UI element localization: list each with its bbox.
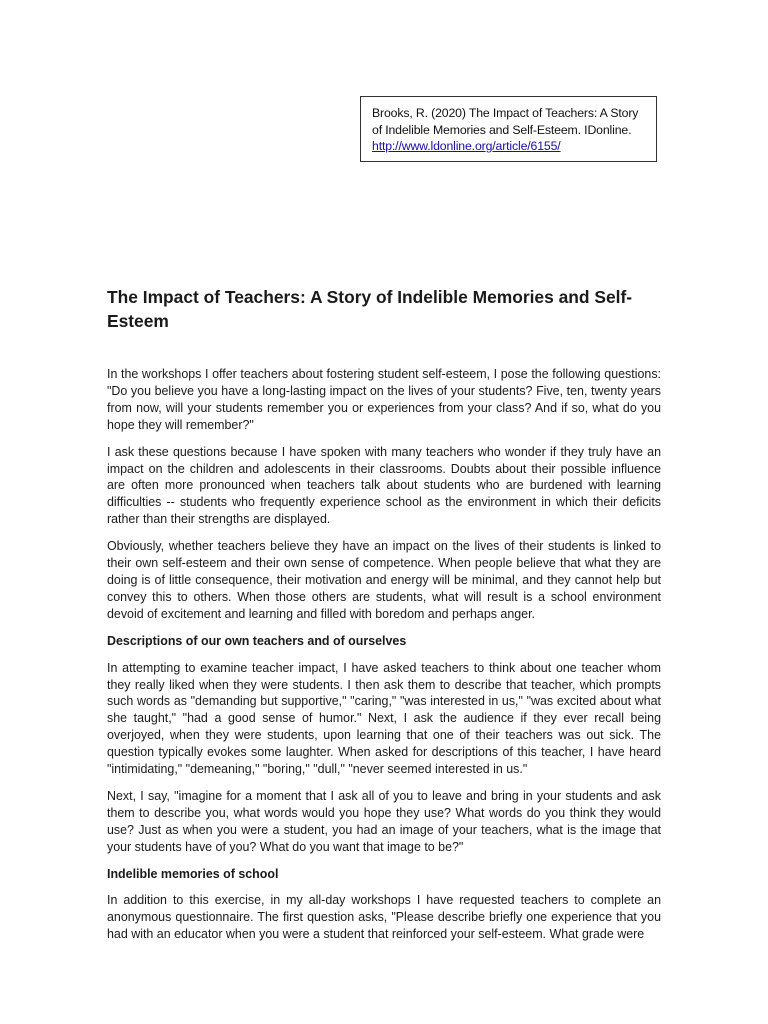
citation-box xyxy=(360,96,657,162)
paragraph: I ask these questions because I have spoken with many teachers who wonder if they truly have an impact on the children and adolescents in their classrooms. Doubts about their possible influence are often more pronounced when teachers talk about students who are burdened with learning difficulties -- students who frequently experience school as the environment in which their deficits rather than their strengths are displayed. xyxy=(107,444,661,527)
paragraph: In addition to this exercise, in my all-day workshops I have requested teachers to complete an anonymous questionnaire. The first question asks, "Please describe briefly one experience that you had with an educator when you were a student that reinforced your self-esteem. What grade were xyxy=(107,893,661,942)
paragraph: In attempting to examine teacher impact, I have asked teachers to think about one teacher whom they really liked when they were students. I then ask them to describe that teacher, which prompts such words as "demanding but supportive," "caring," "was interested in us," "was excited about what she taught," "had a good sense of humor." Next, I ask the audience if they ever recall being overjoyed, when they were students, upon learning that one of their teachers was out sick. The question typically evokes some laughter. When asked for descriptions of this teacher, I have heard "intimidating," "demeaning," "boring," "dull," "never seemed interested in us." xyxy=(107,660,661,777)
article-title: The Impact of Teachers: A Story of Indelible Memories and Self-Esteem xyxy=(107,287,633,331)
paragraph: In the workshops I offer teachers about fostering student self-esteem, I pose the following questions: "Do you believe you have a long-lasting impact on the lives of your students? Five, ten, twenty years from now, will your students remember you or experiences from your class? And if so, what do you hope they will remember?" xyxy=(107,367,661,432)
section-heading: Descriptions of our own teachers and of ourselves xyxy=(107,633,407,648)
article-body xyxy=(107,366,661,953)
paragraph: Obviously, whether teachers believe they have an impact on the lives of their students is linked to their own self-esteem and their own sense of competence. When people believe that what they are doing is of little consequence, their motivation and energy will be minimal, and they cannot help but convey this to others. When those others are students, what will result is a school environment devoid of excitement and learning and filled with boredom and perhaps anger. xyxy=(107,539,661,621)
section-heading: Indelible memories of school xyxy=(107,866,279,881)
citation-line-2: of Indelible Memories and Self-Esteem. IDonline. xyxy=(372,122,632,137)
citation-link[interactable]: http://www.ldonline.org/article/6155/ xyxy=(372,139,561,153)
citation-line-1: Brooks, R. (2020) The Impact of Teachers: A Story xyxy=(372,106,639,120)
paragraph: Next, I say, "imagine for a moment that I ask all of you to leave and bring in your students and ask them to describe you, what words would you hope they use? What words do you think they would use? Just as when you were a student, you had an image of your teachers, what is the image that your students have of you? What do you want that image to be?" xyxy=(107,788,661,854)
